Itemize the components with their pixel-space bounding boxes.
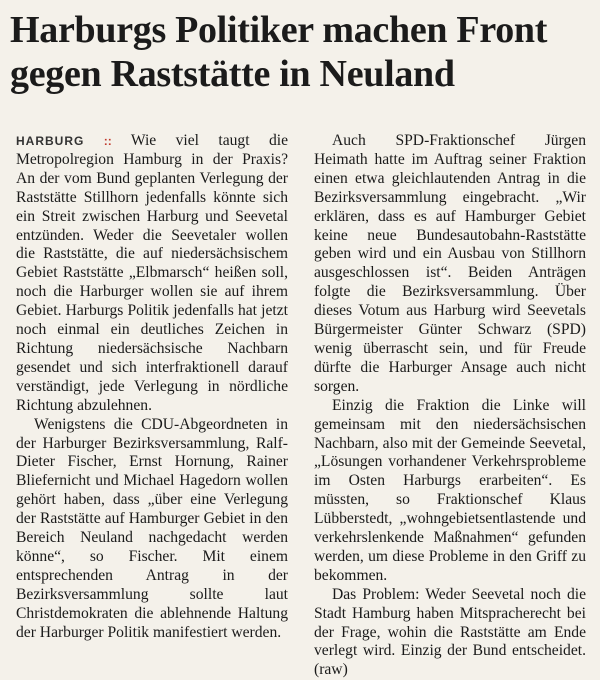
article-column-right	[314, 132, 586, 680]
article-column-left	[16, 132, 288, 642]
article-paragraph: Wenigstens die CDU-Abgeordneten in der Harburger Bezirksversammlung, Ralf-Dieter Fischer, Ernst Hornung, Rainer Bliefernicht und Michael Hagedorn wollen gehört haben, dass „über eine Verlegung der Raststätte auf Hamburger Gebiet in den Bereich Neuland nachgedacht werden könne“, so Fischer. Mit einem entsprechenden Antrag in der Bezirksversammlung sollte laut Christdemokraten die ablehnende Haltung der Harburger Politik manifestiert werden.	[16, 415, 288, 641]
paragraph-text: Wie viel taugt die Metropolregion Hamburg in der Praxis? An der vom Bund geplanten Verlegung der Raststätte Stillhorn jedenfalls könnte sich ein Streit zwischen Harburg und Seevetal entzünden. Weder die Seevetaler wollen die Raststätte, die auf niedersächsischem Gebiet Raststätte „Elbmarsch“ heißen soll, noch die Harburger wollen sie auf ihrem Gebiet. Harburgs Politik jedenfalls hat jetzt noch einmal ein deutliches Zeichen in Richtung niedersächsische Nachbarn gesendet und sich interfraktionell darauf verständigt, jede Verlegung in nördliche Richtung abzulehnen.	[16, 132, 288, 414]
dateline: HARBURG	[16, 134, 85, 148]
article-paragraph	[16, 132, 288, 416]
headline-line-1: Harburgs Politiker machen Front	[10, 9, 548, 51]
article-paragraph: Einzig die Fraktion die Linke will gemeinsam mit den niedersächsischen Nachbarn, also mit der Gemeinde Seevetal, „Lösungen vorhandener Verkehrsprobleme im Osten Harburgs erarbeiten“. Es müssten, so Fraktionschef Klaus Lübberstedt, „wohngebietsentlastende und verkehrslenkende Maßnahmen“ gefunden werden, um diese Probleme in den Griff zu bekommen.	[314, 396, 586, 584]
article-paragraph: Das Problem: Weder Seevetal noch die Stadt Hamburg haben Mitspracherecht bei der Frage, wohin die Raststätte am Ende verlegt wird. Einzig der Bund entscheidet. (raw)	[314, 585, 586, 679]
article-paragraph: Auch SPD-Fraktionschef Jürgen Heimath hatte im Auftrag seiner Fraktion einen etwa gleichlautenden Antrag in die Bezirksversammlung eingebracht. „Wir erklären, dass es auf Hamburger Gebiet keine neue Bundesautobahn-Raststätte geben wird und ein Ausbau von Stillhorn ausgeschlossen ist“. Beiden Anträgen folgte die Bezirksversammlung. Über dieses Votum aus Harburg wird Seevetals Bürgermeister Günter Schwarz (SPD) wenig überrascht sein, und für Freude dürfte die Harburger Ansage auch nicht sorgen.	[314, 132, 586, 395]
headline-line-2: gegen Raststätte in Neuland	[10, 53, 455, 95]
dateline-marker: ::	[103, 134, 112, 148]
headline	[10, 8, 590, 96]
